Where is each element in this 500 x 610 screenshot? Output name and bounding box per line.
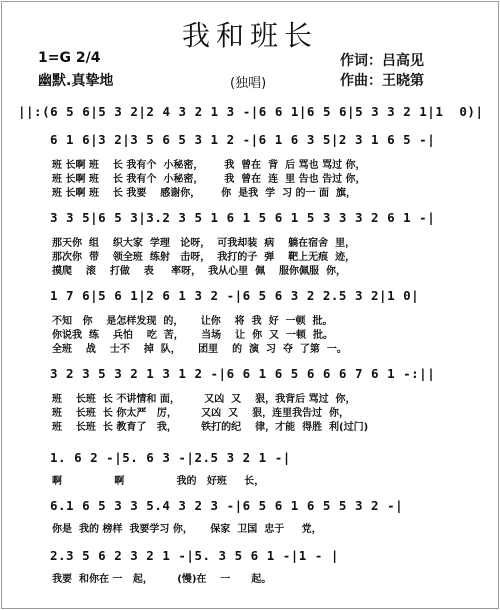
notation-line: 1 7 6|5 6 1|2 6 1 3 2 -|6 5 6 3 2 2.5 3 2|1 0| xyxy=(50,288,420,303)
lyric-verse-3: 班 长班 长 教育了 我， 铁打的纪 律，才能 得胜 利(过门) xyxy=(52,422,369,433)
lyric-verse-3: 全班 战 士不 掉 队， 团里 的 演 习 夺 了第 一。 xyxy=(52,344,347,355)
notation-line: 3 2 3 5 3 2 1 3 1 2 -|6 6 1 6 5 6 6 6 7 6 1 -:|| xyxy=(50,366,436,381)
notation-line: ||:(6 5 6|5 3 2|2 4 3 2 1 3 -|6 6 1|6 5 6|5 3 3 2 1|1 0)| xyxy=(18,104,484,119)
lyric-verse-2: 那次你 带 领全班 练射 击呀， 我打的子 弹 靶上无痕 迹， xyxy=(52,252,356,263)
lyric-verse-1: 不知 你 是怎样发现 的， 让你 将 我 好 一顿 批。 xyxy=(52,316,333,327)
key-time-signature: 1=G 2/4 xyxy=(38,50,101,66)
lyric-verse-1: 那天你 组 织大家 学理 论呀， 可我却装 病 躺在宿舍 里， xyxy=(52,238,356,249)
lyric-verse-1: 啊 啊 我的 好班 长， xyxy=(52,476,265,487)
song-title: 我和班长 xyxy=(181,19,318,52)
lyric-verse-1: 你是 我的 榜样 我要学习 你， 保家 卫国 忠于 党， xyxy=(52,524,322,535)
lyricist: 作词：吕高见 xyxy=(340,53,424,69)
lyric-verse-3: 班 长啊 班 长 我要 感谢你， 你 是我 学 习 的一 面 旗， xyxy=(52,188,356,199)
notation-line: 1. 6 2 -|5. 6 3 -|2.5 3 2 1 -| xyxy=(50,450,291,465)
subtitle: (独唱) xyxy=(230,76,267,91)
lyric-verse-1: 班 长啊 班 长 我有个 小秘密， 我 曾在 背 后 骂也 骂过 你， xyxy=(52,160,366,171)
lyric-verse-1: 班 长班 长 不讲情和 面， 又凶 又 狠，我背后 骂过 你， xyxy=(52,394,356,405)
notation-line: 3 3 5|6 5 3|3.2 3 5 1 6 1 5 6 1 5 3 3 3 2 6 1 -| xyxy=(50,210,436,225)
notation-line: 6 1 6|3 2|3 5 6 5 3 1 2 -|6 1 6 3 5|2 3 1 6 5 -| xyxy=(50,132,436,147)
lyric-verse-3: 摸爬 滚 打做 表 率呀， 我从心里 佩 服你佩服 你， xyxy=(52,266,346,277)
lyric-verse-1: 我要 和你在 一 起， (慢)在 一 起。 xyxy=(52,574,272,585)
notation-line: 2.3 5 6 2 3 2 1 -|5. 3 5 6 1 -|1 - | xyxy=(50,548,339,563)
performance-style: 幽默.真挚地 xyxy=(38,73,114,89)
lyric-verse-2: 班 长班 长 你太严 厉， 又凶 又 狠，连里我告过 你， xyxy=(52,408,350,419)
score-frame xyxy=(1,1,499,609)
composer: 作曲：王晓第 xyxy=(340,73,424,89)
lyric-verse-2: 你说我 练 兵怕 吃 苦， 当场 让 你 又 一顿 批。 xyxy=(52,330,333,341)
lyric-verse-2: 班 长啊 班 长 我有个 小秘密， 我 曾在 连 里 告也 告过 你， xyxy=(52,174,366,185)
notation-line: 6.1 6 5 3 3 5.4 3 2 3 -|6 5 6 1 6 5 5 3 2 -| xyxy=(50,498,404,513)
